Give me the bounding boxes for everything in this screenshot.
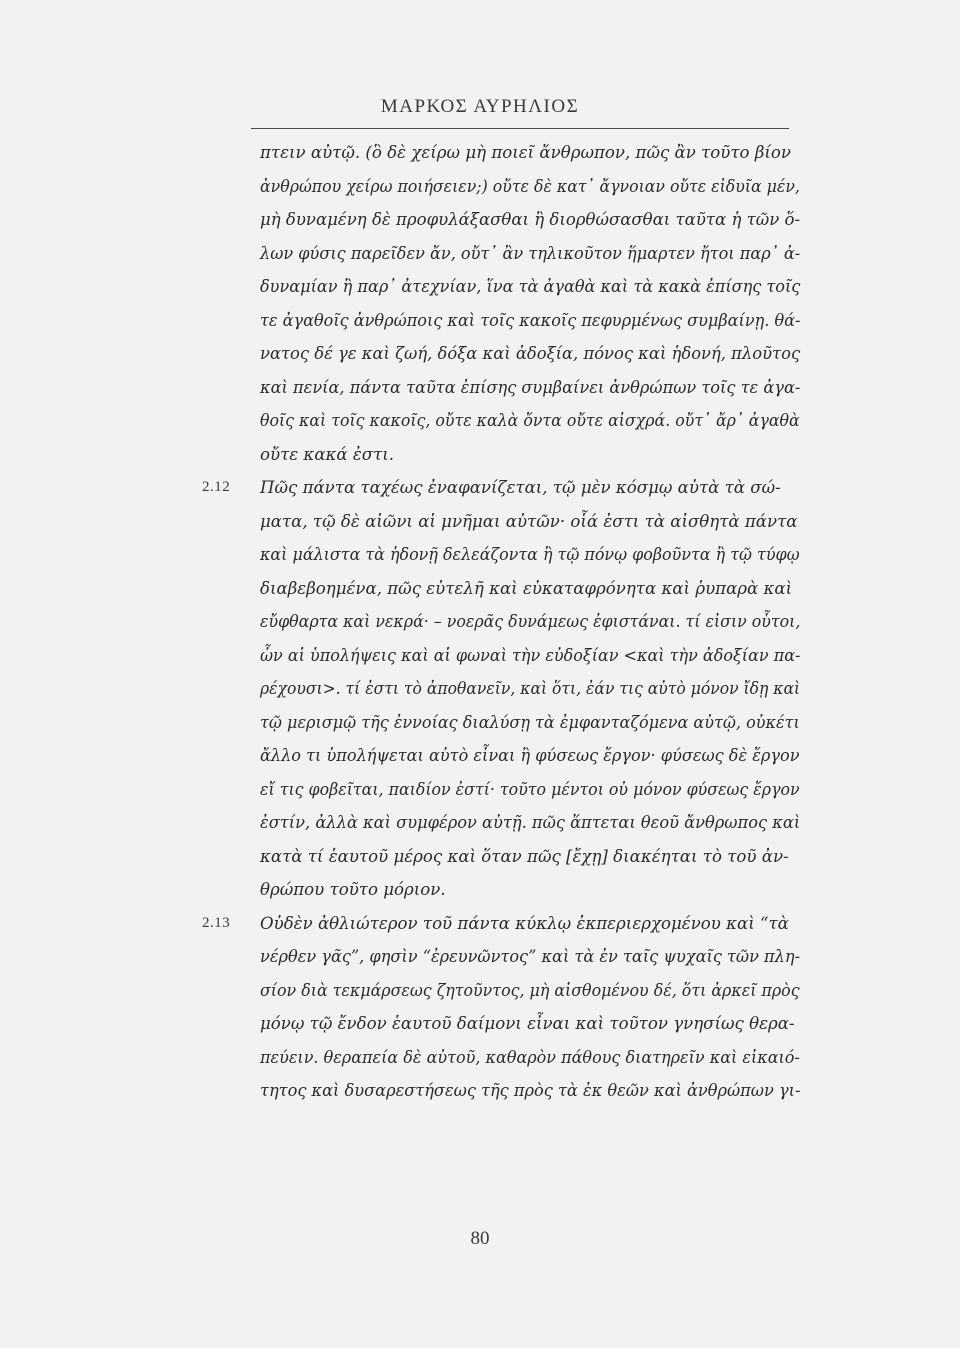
text-line xyxy=(260,639,800,673)
line-text: τητος καὶ δυσαρεστήσεως τῆς πρὸς τὰ ἐκ θεῶν καὶ ἀνθρώπων γι- xyxy=(260,1081,801,1100)
text-line xyxy=(260,1041,800,1075)
line-text: μόνῳ τῷ ἔνδον ἑαυτοῦ δαίμονι εἶναι καὶ τοῦτον γνησίως θερα- xyxy=(260,1014,795,1033)
text-line xyxy=(260,840,800,874)
text-line xyxy=(260,505,800,539)
line-text: σίον διὰ τεκμάρσεως ζητοῦντος, μὴ αἰσθομένου δέ, ὅτι ἀρκεῖ πρὸς xyxy=(260,980,800,1000)
text-line xyxy=(260,1074,800,1108)
line-text: εὔφθαρτα καὶ νεκρά· – νοερᾶς δυνάμεως ἐφιστάναι. τί εἰσιν οὗτοι, xyxy=(260,612,801,631)
line-text: ἐστίν, ἀλλὰ καὶ συμφέρον αὐτῇ. πῶς ἅπτεται θεοῦ ἄνθρωπος καὶ xyxy=(260,813,801,832)
line-text: δυναμίαν ἢ παρ᾽ ἀτεχνίαν, ἵνα τὰ ἀγαθὰ καὶ τὰ κακὰ ἐπίσης τοῖς xyxy=(260,277,801,296)
text-line xyxy=(260,304,800,338)
line-text: τε ἀγαθοῖς ἀνθρώποις καὶ τοῖς κακοῖς πεφυρμένως συμβαίνῃ. θά- xyxy=(260,310,801,330)
text-line xyxy=(260,170,800,204)
text-line xyxy=(260,672,800,706)
text-line xyxy=(260,237,800,271)
header-rule xyxy=(251,128,789,129)
text-line xyxy=(260,605,800,639)
text-line xyxy=(260,270,800,304)
page-number: 80 xyxy=(470,1228,490,1249)
line-text: εἴ τις φοβεῖται, παιδίον ἐστί· τοῦτο μέντοι οὐ μόνον φύσεως ἔργον xyxy=(260,779,800,799)
text-line xyxy=(260,806,800,840)
text-line xyxy=(260,404,800,438)
line-text: μὴ δυναμένη δὲ προφυλάξασθαι ἢ διορθώσασθαι ταῦτα ἡ τῶν ὅ- xyxy=(260,210,801,229)
text-line xyxy=(260,203,800,237)
text-line xyxy=(260,136,800,170)
line-text: ματα, τῷ δὲ αἰῶνι αἱ μνῆμαι αὐτῶν· οἷά ἐστι τὰ αἰσθητὰ πάντα xyxy=(260,511,798,531)
line-text: οὔτε κακά ἐστι. xyxy=(260,444,395,464)
text-line xyxy=(260,873,800,907)
line-text: διαβεβοημένα, πῶς εὐτελῆ καὶ εὐκαταφρόνητα καὶ ῥυπαρὰ καὶ xyxy=(260,578,793,598)
line-text: νέρθεν γᾶς”, φησὶν “ἐρευνῶντος” καὶ τὰ ἐν ταῖς ψυχαῖς τῶν πλη- xyxy=(260,947,801,966)
text-line xyxy=(260,572,800,606)
line-text: ὧν αἱ ὑπολήψεις καὶ αἱ φωναὶ τὴν εὐδοξίαν <καὶ τὴν ἀδοξίαν πα- xyxy=(260,645,801,665)
text-line xyxy=(202,471,800,505)
line-text: κατὰ τί ἑαυτοῦ μέρος καὶ ὅταν πῶς [ἔχῃ] διακέηται τὸ τοῦ ἀν- xyxy=(260,846,789,866)
text-line xyxy=(260,1007,800,1041)
line-text: ρέχουσι>. τί ἐστι τὸ ἀποθανεῖν, καὶ ὅτι, ἐάν τις αὐτὸ μόνον ἴδῃ καὶ xyxy=(260,679,801,698)
line-text: πτειν αὐτῷ. (ὃ δὲ χείρω μὴ ποιεῖ ἄνθρωπον, πῶς ἂν τοῦτο βίον xyxy=(260,143,791,162)
line-text: τῷ μερισμῷ τῆς ἐννοίας διαλύσῃ τὰ ἐμφανταζόμενα αὐτῷ, οὐκέτι xyxy=(260,712,800,732)
text-line xyxy=(260,739,800,773)
text-line xyxy=(260,974,800,1008)
line-text: Πῶς πάντα ταχέως ἐναφανίζεται, τῷ μὲν κόσμῳ αὐτὰ τὰ σώ- xyxy=(260,478,781,497)
text-line xyxy=(260,940,800,974)
line-text: νατος δέ γε καὶ ζωή, δόξα καὶ ἀδοξία, πόνος καὶ ἡδονή, πλοῦτος xyxy=(260,344,801,363)
line-text: θοῖς καὶ τοῖς κακοῖς, οὔτε καλὰ ὄντα οὔτε αἰσχρά. οὔτ᾽ ἄρ᾽ ἀγαθὰ xyxy=(260,411,800,430)
text-line xyxy=(202,907,800,941)
section-number: 2.13 xyxy=(202,914,231,931)
line-text: λων φύσις παρεῖδεν ἄν, οὔτ᾽ ἂν τηλικοῦτον ἥμαρτεν ἤτοι παρ᾽ ἀ- xyxy=(260,243,801,263)
running-head: ΜΑΡΚΟΣ ΑΥΡΗΛΙΟΣ xyxy=(380,96,580,117)
line-text: καὶ πενία, πάντα ταῦτα ἐπίσης συμβαίνει ἀνθρώπων τοῖς τε ἀγα- xyxy=(260,377,801,397)
line-text: Οὐδὲν ἀθλιώτερον τοῦ πάντα κύκλῳ ἐκπεριερχομένου καὶ “τὰ xyxy=(260,913,789,933)
text-line xyxy=(260,438,800,472)
section-number: 2.12 xyxy=(202,479,231,495)
line-text: πεύειν. θεραπεία δὲ αὐτοῦ, καθαρὸν πάθους διατηρεῖν καὶ εἰκαιό- xyxy=(260,1047,800,1067)
text-line xyxy=(260,538,800,572)
line-text: ἄλλο τι ὑπολήψεται αὐτὸ εἶναι ἢ φύσεως ἔργον· φύσεως δὲ ἔργον xyxy=(260,746,800,765)
line-text: θρώπου τοῦτο μόριον. xyxy=(260,880,446,899)
text-line xyxy=(260,371,800,405)
text-block xyxy=(202,136,801,1108)
text-line xyxy=(260,773,800,807)
line-text: καὶ μάλιστα τὰ ἡδονῇ δελεάζοντα ἢ τῷ πόνῳ φοβοῦντα ἢ τῷ τύφῳ xyxy=(260,545,800,564)
text-line xyxy=(260,706,800,740)
text-line xyxy=(260,337,800,371)
line-text: ἀνθρώπου χείρω ποιήσειεν;) οὔτε δὲ κατ᾽ ἄγνοιαν οὔτε εἰδυῖα μέν, xyxy=(260,176,800,196)
